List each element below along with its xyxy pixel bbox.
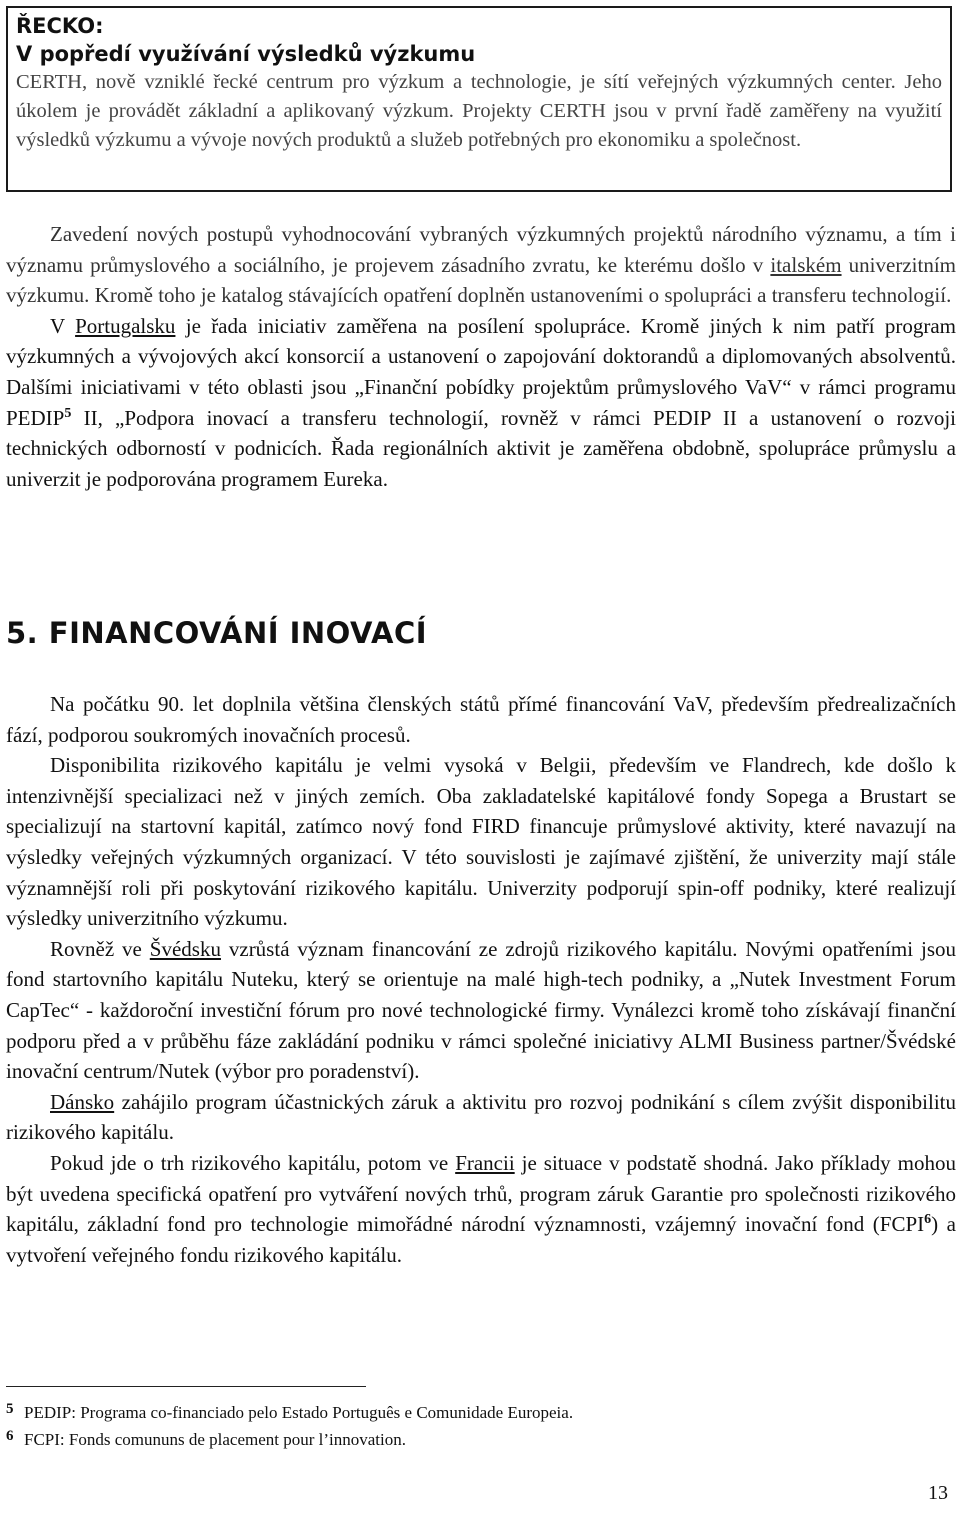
intro-p2-text-a: V [50, 313, 76, 338]
footnote-number: 6 [6, 1428, 14, 1444]
footnote-ref-6: 6 [924, 1212, 932, 1228]
section-paragraph-1: Na počátku 90. let doplnila většina členských států přímé financování VaV, především předrealizačních fází, podporou soukromých inovačních procesů. [6, 692, 956, 747]
link-sweden: Švédsku [149, 936, 221, 961]
section-p5-text-c: ) a vytvoření veřejného fondu rizikového kapitálu. [6, 1212, 956, 1267]
intro-text [6, 219, 956, 494]
link-france: Francii [455, 1150, 515, 1175]
footnote-text: PEDIP: Programa co-financiado pelo Estado Português e Comunidade Europeia. [24, 1403, 574, 1422]
section-paragraph-4 [6, 1087, 956, 1148]
section-p4-text: zahájilo program účastnických záruk a aktivitu pro rozvoj podnikání s cílem zvýšit disponibilitu rizikového kapitálu. [6, 1089, 956, 1145]
footnote-ref-5: 5 [64, 405, 72, 421]
link-portugal: Portugalsku [75, 313, 176, 338]
link-denmark: Dánsko [50, 1089, 115, 1114]
intro-p1-text-a: Zavedení nových postupů vyhodnocování vybraných výzkumných projektů národního významu, a tím i významu průmyslového a sociálního, je projevem zásadního zvratu, ke kterému došlo v [6, 222, 956, 277]
link-italy: italském [770, 252, 842, 277]
intro-paragraph-1 [6, 219, 956, 311]
intro-p1-text-b: univerzitním výzkumu. Kromě toho je katalog stávajících opatření doplněn ustanoveními o spolupráci a transferu technologií. [6, 252, 956, 308]
intro-p2-text-b: je řada iniciativ zaměřena na posílení spolupráce. Kromě jiných k nim patří program výzkumných a vývojových akcí konsorcií a ustanovení o zapojování doktorandů a diplomovaných absolventů. Dalšími iniciativami v této oblasti jsou „Finanční pobídky projektům průmyslového VaV“ v rámci programu PEDIP [6, 313, 956, 430]
footnotes [6, 1400, 573, 1454]
box-text: CERTH, nově vzniklé řecké centrum pro výzkum a technologie, je sítí veřejných výzkumných center. Jeho úkolem je provádět základní a aplikovaný výzkum. Projekty CERTH jsou v první řadě zaměřeny na využití výsledků výzkumu a vývoje nových produktů a služeb potřebných pro ekonomiku a společnost. [16, 71, 942, 151]
section-p5-text-a: Pokud jde o trh rizikového kapitálu, potom ve [50, 1150, 456, 1175]
footnote-text: FCPI: Fonds comununs de placement pour l’innovation. [24, 1430, 406, 1449]
section-paragraph-2: Disponibilita rizikového kapitálu je velmi vysoká v Belgii, především ve Flandrech, kde došlo k intenzivnější specializaci než v jiných zemích. Oba zakladatelské kapitálové fondy Sopega a Brustart se specializují na startovní kapitál, zatímco nový fond FIRD financuje průmyslové aktivity, které navazují na výsledky veřejných výzkumných organizací. V této souvislosti je zajímavé zjištění, že univerzity mají stále významnější roli při poskytování rizikového kapitálu. Univerzity podporují spin-off podniky, které realizují výsledky univerzitního výzkumu. [6, 753, 956, 931]
footnote-6 [6, 1427, 573, 1454]
footnote-rule [6, 1386, 366, 1387]
footnote-5 [6, 1400, 573, 1427]
section-p3-text-a: Rovněž ve [50, 936, 150, 961]
section-p3-text-b: vzrůstá význam financování ze zdrojů rizikového kapitálu. Novými opatřeními jsou fond startovního kapitálu Nuteku, který se orientuje na malé high-tech podniky, a „Nutek Investment Forum CapTec“ - každoroční investiční fórum pro nové technologické firmy. Vynálezci kromě toho získávají finanční podporu před a v průběhu fáze zakládání podniku v rámci společné iniciativy ALMI Business partner/Švédské inovační centrum/Nutek (výbor pro poradenství). [6, 936, 956, 1084]
intro-paragraph-2 [6, 311, 956, 495]
section-p5-text-b: je situace v podstatě shodná. Jako příklady mohou být uvedena specifická opatření pro vytváření nových trhů, program záruk Garantie pro společnosti rizikového kapitálu, základní fond pro technologie mimořádné národní významnosti, vzájemný inovační fond (FCPI [6, 1150, 956, 1237]
highlight-box [6, 6, 952, 192]
section-text [6, 689, 956, 1270]
page-number: 13 [928, 1482, 948, 1504]
box-subtitle: V popředí využívání výsledků výzkumu [16, 42, 476, 66]
section-paragraph-3 [6, 934, 956, 1087]
intro-p2-text-c: II, „Podpora inovací a transferu technologií, rovněž v rámci PEDIP II a ustanovení o rozvoji technických odborností v podnicích. Řada regionálních aktivit je zaměřena obdobně, spolupráce průmyslu a univerzit je podporována programem Eureka. [6, 405, 956, 491]
section-heading: 5. FINANCOVÁNÍ INOVACÍ [6, 616, 428, 650]
footnote-number: 5 [6, 1401, 14, 1417]
box-title: ŘECKO: [16, 14, 104, 38]
section-paragraph-5 [6, 1148, 956, 1270]
